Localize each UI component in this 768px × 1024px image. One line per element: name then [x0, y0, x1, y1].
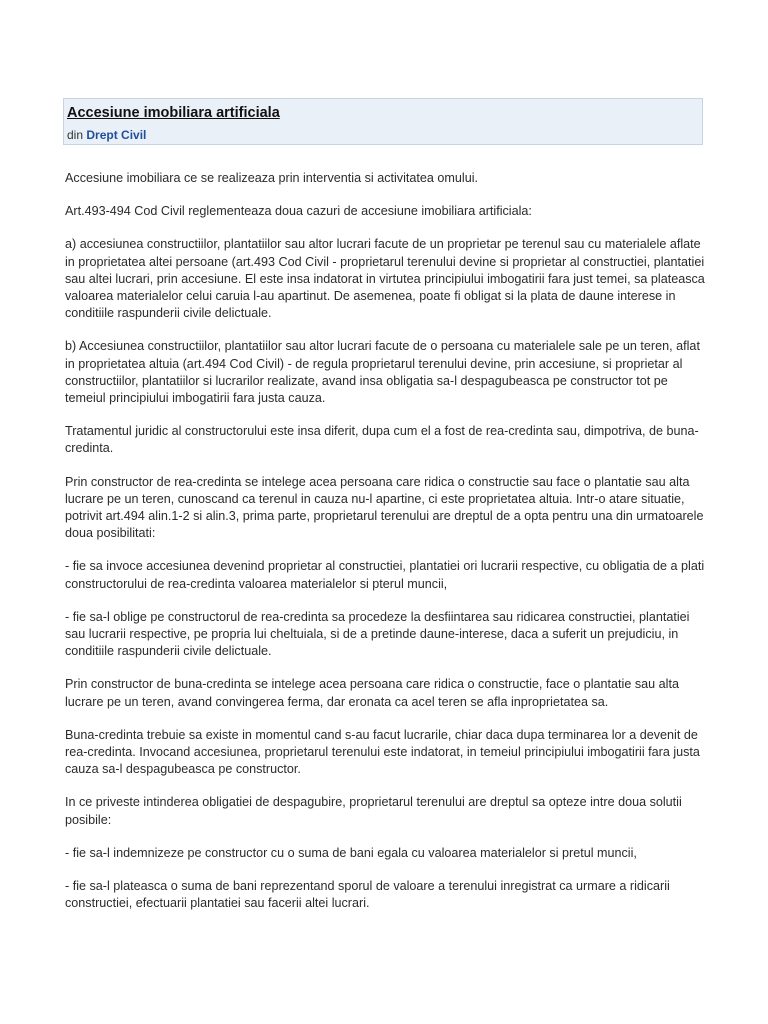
paragraph-2: Art.493-494 Cod Civil reglementeaza doua cazuri de accesiune imobiliara artificiala: — [65, 204, 532, 219]
document-title: Accesiune imobiliara artificiala — [67, 105, 280, 121]
source-prefix: din — [67, 128, 84, 142]
paragraph-7: - fie sa invoce accesiunea devenind proprietar al constructiei, plantatiei ori lucrarii respective, cu obligatia de a plati constructorului de rea-credinta valoarea materialelor si pterul muncii, — [65, 559, 705, 591]
paragraph-8: - fie sa-l oblige pe constructorul de rea-credinta sa procedeze la desfiintarea sau ridicarea constructiei, plantatiei sau lucrarii respective, pe propria lui cheltuiala, si de a pretinde daune-interese, daca a suferit un prejudiciu, in conditiile raspunderii civile delictuale. — [65, 609, 690, 659]
paragraph-9: Prin constructor de buna-credinta se intelege acea persoana care ridica o constructie, face o plantatie sau alta lucrare pe un teren, avand convingerea ferma, dar eronata ca acel teren se afla inproprietatea sa. — [65, 677, 679, 709]
source-line — [67, 128, 146, 142]
paragraph-11: In ce priveste intinderea obligatiei de despagubire, proprietarul terenului are dreptul sa opteze intre doua solutii posibile: — [65, 795, 682, 827]
document-body — [65, 170, 705, 929]
document-header — [63, 98, 703, 145]
category-link[interactable]: Drept Civil — [86, 128, 147, 142]
paragraph-6: Prin constructor de rea-credinta se intelege acea persoana care ridica o constructie sau face o plantatie sau alta lucrare pe un teren, cunoscand ca terenul in cauza nu-l apartine, ci este proprietatea altuia. Intr-o atare situatie, potrivit art.494 alin.1-2 si alin.3, prima parte, proprietarul terenului are dreptul de a opta pentru una din urmatoarele doua posibilitati: — [65, 474, 704, 541]
paragraph-3: a) accesiunea constructiilor, plantatiilor sau altor lucrari facute de un proprietar pe terenul sau cu materialele aflate in proprietatea altei persoane (art.493 Cod Civil - proprietarul terenului devine si proprietar al constructiei, plantatiei sau altei lucrari, prin accesiune. El este insa indatorat in virtutea principiului imbogatirii fara just temei, sa plateasca valoarea materialelor celui caruia l-au apartinut. De asemenea, poate fi obligat si la plata de daune interese in conditiile raspunderii civile delictuale. — [65, 237, 705, 321]
paragraph-1: Accesiune imobiliara ce se realizeaza prin interventia si activitatea omului. — [65, 171, 478, 185]
paragraph-4: b) Accesiunea constructiilor, plantatiilor sau altor lucrari facute de o persoana cu materialele sale pe un teren, aflat in proprietatea altuia (art.494 Cod Civil) - de regula proprietarul terenului devine, prin accesiune, si proprietar al constructiilor, plantatiilor si lucrarilor realizate, avand insa obligatia sa-l despagubeasca pe constructor tot pe temeiul principiului imbogatirii fara justa cauza. — [65, 339, 700, 406]
paragraph-13: - fie sa-l plateasca o suma de bani reprezentand sporul de valoare a terenului inregistrat ca urmare a ridicarii constructiei, efectuarii plantatiei sau facerii altei lucrari. — [65, 879, 670, 911]
paragraph-5: Tratamentul juridic al constructorului este insa diferit, dupa cum el a fost de rea-credinta sau, dimpotriva, de buna-credinta. — [65, 424, 699, 456]
paragraph-10: Buna-credinta trebuie sa existe in momentul cand s-au facut lucrarile, chiar daca dupa terminarea lor a devenit de rea-credinta. Invocand accesiunea, proprietarul terenului este indatorat, in temeiul principiului imbogatirii fara justa cauza sa-l despagubeasca pe constructor. — [65, 727, 700, 777]
paragraph-12: - fie sa-l indemnizeze pe constructor cu o suma de bani egala cu valoarea materialelor si pretul muncii, — [65, 845, 637, 860]
